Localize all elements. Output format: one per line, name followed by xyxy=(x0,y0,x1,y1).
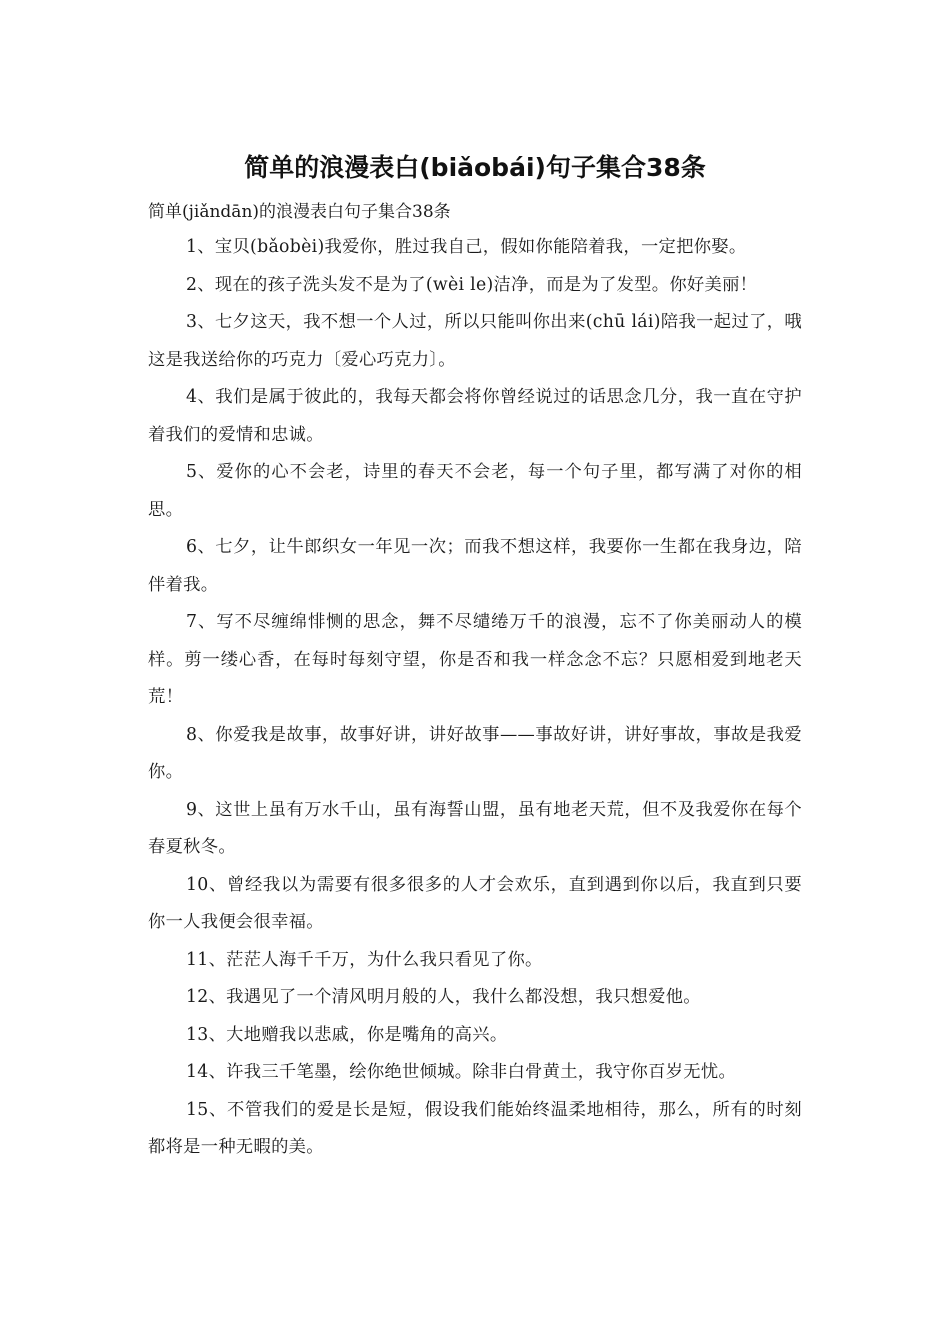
paragraph: 3、七夕这天，我不想一个人过，所以只能叫你出来(chū lái)陪我一起过了，哦这是我送给你的巧克力〔爱心巧克力〕。 xyxy=(148,312,802,370)
paragraph: 7、写不尽缠绵悱恻的思念，舞不尽缱绻万千的浪漫，忘不了你美丽动人的模样。剪一缕心香，在每时每刻守望，你是否和我一样念念不忘？只愿相爱到地老天荒！ xyxy=(148,612,802,707)
paragraph: 11、茫茫人海千千万，为什么我只看见了你。 xyxy=(186,949,543,970)
paragraph: 8、你爱我是故事，故事好讲，讲好故事——事故好讲，讲好事故，事故是我爱你。 xyxy=(148,724,802,782)
paragraph: 6、七夕，让牛郎织女一年见一次；而我不想这样，我要你一生都在我身边，陪伴着我。 xyxy=(148,537,802,595)
document-subtitle: 简单(jiǎndān)的浪漫表白句子集合38条 xyxy=(148,202,451,222)
paragraph: 13、大地赠我以悲戚，你是嘴角的高兴。 xyxy=(186,1024,508,1045)
paragraph: 10、曾经我以为需要有很多很多的人才会欢乐，直到遇到你以后，我直到只要你一人我便会很幸福。 xyxy=(148,874,802,932)
paragraph: 2、现在的孩子洗头发不是为了(wèi le)洁净，而是为了发型。你好美丽！ xyxy=(186,274,758,295)
document-body xyxy=(148,229,802,1167)
paragraph: 14、许我三千笔墨，绘你绝世倾城。除非白骨黄土，我守你百岁无忧。 xyxy=(186,1062,737,1082)
paragraph: 15、不管我们的爱是长是短，假设我们能始终温柔地相待，那么，所有的时刻都将是一种无暇的美。 xyxy=(148,1099,802,1157)
paragraph: 5、爱你的心不会老，诗里的春天不会老，每一个句子里，都写满了对你的相思。 xyxy=(148,462,802,520)
paragraph: 1、宝贝(bǎobèi)我爱你，胜过我自己，假如你能陪着我，一定把你娶。 xyxy=(186,237,747,257)
paragraph: 12、我遇见了一个清风明月般的人，我什么都没想，我只想爱他。 xyxy=(186,987,701,1007)
paragraph: 4、我们是属于彼此的，我每天都会将你曾经说过的话思念几分，我一直在守护着我们的爱情和忠诚。 xyxy=(148,387,802,445)
document-title: 简单的浪漫表白(biǎobái)句子集合38条 xyxy=(244,153,706,182)
paragraph: 9、这世上虽有万水千山，虽有海誓山盟，虽有地老天荒，但不及我爱你在每个春夏秋冬。 xyxy=(148,799,802,857)
